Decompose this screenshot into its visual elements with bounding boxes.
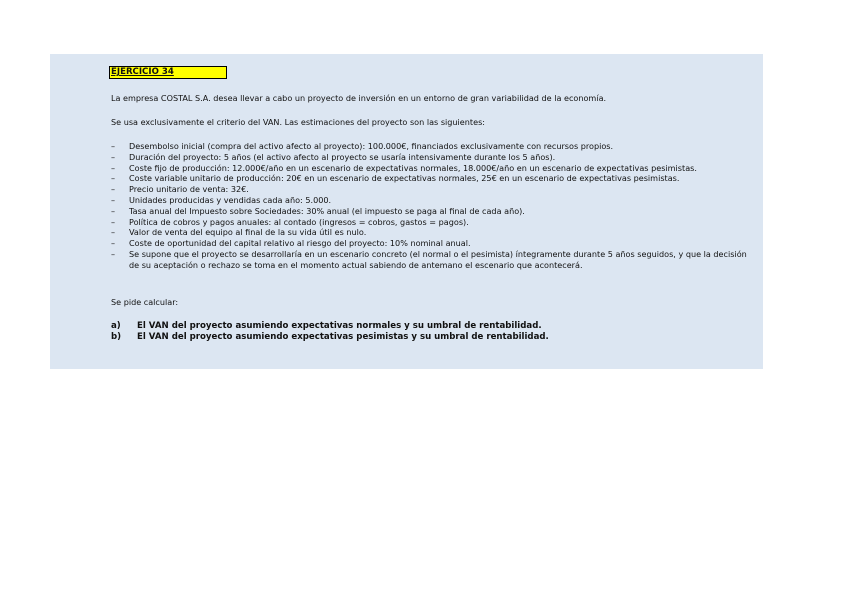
- dash-icon: –: [111, 173, 116, 184]
- dash-icon: –: [111, 238, 116, 249]
- last-bullet-line2: de su aceptación o rechazo se toma en el momento actual sabiendo de antemano el escenario que acontecerá.: [129, 259, 583, 270]
- question-mark: b): [111, 331, 122, 342]
- dash-icon: –: [111, 194, 116, 205]
- dash-icon: –: [111, 227, 116, 238]
- dash-icon: –: [111, 184, 116, 195]
- dash-icon: –: [111, 162, 116, 173]
- exercise-panel: [50, 54, 763, 369]
- list-item: – Desembolso inicial (compra del activo afecto al proyecto): 100.000€, financiados exclusivamente con recursos propios.: [111, 141, 614, 151]
- dash-icon: –: [111, 248, 116, 259]
- question-a: a) El VAN del proyecto asumiendo expectativas normales y su umbral de rentabilidad.: [111, 321, 542, 331]
- list-item: – Coste variable unitario de producción: 20€ en un escenario de expectativas normales, 25€ en un escenario de expectativas pesimistas.: [111, 173, 680, 184]
- dash-icon: –: [111, 151, 116, 162]
- exercise-title: EJERCICIO 34: [109, 66, 227, 79]
- list-item: – Duración del proyecto: 5 años (el activo afecto al proyecto se usaría intensivamente durante los 5 años).: [111, 151, 556, 162]
- dash-icon: –: [111, 216, 116, 227]
- question-mark: a): [111, 321, 121, 331]
- list-item: – Política de cobros y pagos anuales: al contado (ingresos = cobros, gastos = pagos).: [111, 216, 469, 227]
- list-item: – Unidades producidas y vendidas cada año: 5.000.: [111, 194, 332, 205]
- list-item: – Precio unitario de venta: 32€.: [111, 184, 249, 195]
- intro-paragraph: La empresa COSTAL S.A. desea llevar a cabo un proyecto de inversión en un entorno de gran variabilidad de la economía.: [111, 93, 607, 103]
- dash-icon: –: [111, 205, 116, 216]
- list-item: – Tasa anual del Impuesto sobre Sociedades: 30% anual (el impuesto se paga al final de cada año).: [111, 205, 525, 216]
- list-item: – Valor de venta del equipo al final de la su vida útil es nulo.: [111, 227, 367, 238]
- dash-icon: –: [111, 141, 116, 151]
- question-b: b) El VAN del proyecto asumiendo expectativas pesimistas y su umbral de rentabilidad.: [111, 331, 549, 342]
- estimates-list: [111, 141, 747, 271]
- questions-list: [111, 321, 549, 343]
- ask-paragraph: Se pide calcular:: [111, 297, 179, 307]
- list-item: – Coste fijo de producción: 12.000€/año en un escenario de expectativas normales, 18.000€/año en un escenario de expectativas pesimistas.: [111, 162, 697, 173]
- last-bullet-line1: Se supone que el proyecto se desarrollaría en un escenario concreto (el normal o el pesimista) íntegramente durante 5 años seguidos, y que la decisión: [129, 248, 747, 259]
- list-item: [111, 249, 747, 271]
- list-item: – Coste de oportunidad del capital relativo al riesgo del proyecto: 10% nominal anual.: [111, 238, 471, 249]
- criterion-paragraph: Se usa exclusivamente el criterio del VAN. Las estimaciones del proyecto son las siguientes:: [111, 117, 486, 127]
